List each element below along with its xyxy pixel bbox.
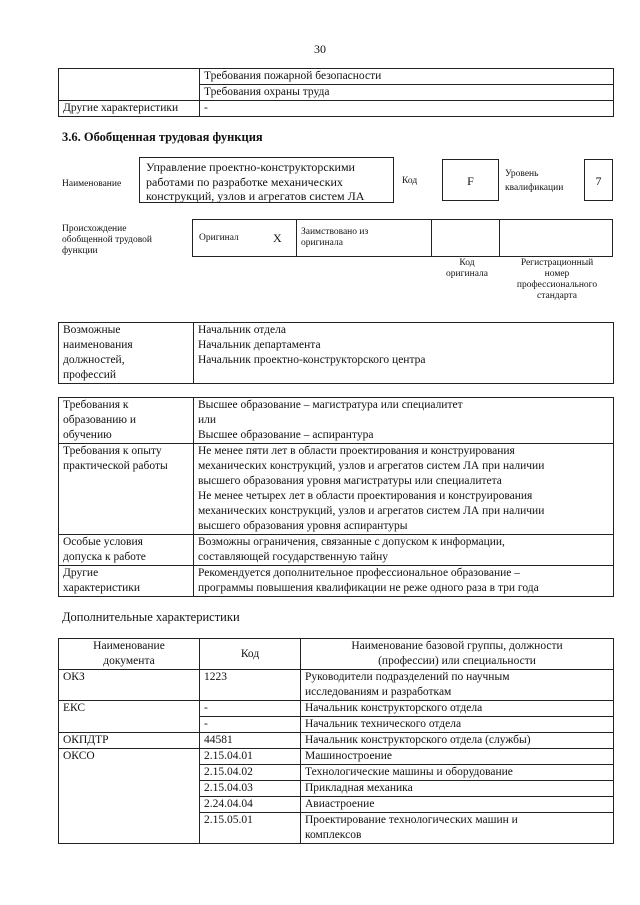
position-item: Начальник проектно-конструкторского центра [198,354,426,366]
req-value-line: составляющей государственную тайну [198,551,389,563]
positions-table [58,322,614,384]
req-label [59,535,194,566]
row-name [301,813,614,844]
positions-label-line: Возможные [63,324,121,336]
extra-title: Дополнительные характеристики [62,610,240,624]
req-value [194,444,614,535]
row-name-line: исследованиям и разработкам [305,686,452,698]
table-header-row [59,639,614,670]
table-row [59,566,614,597]
row-doc [59,781,200,797]
req-value-line: Высшее образование – аспирантура [198,429,374,441]
req-value-line: механических конструкций, узлов и агрегатов систем ЛА при наличии [198,460,545,472]
reg-number-line: стандарта [537,291,577,301]
row-code: 2.15.04.01 [200,749,301,765]
section-title: 3.6. Обобщенная трудовая функция [62,130,263,144]
row-name: Начальник конструкторского отдела [301,701,614,717]
req-label-line: допуска к работе [63,551,146,563]
positions-values [194,323,614,384]
req-value-line: Рекомендуется дополнительное профессиональное образование – [198,567,521,579]
level-value: 7 [584,159,613,201]
positions-label-line: профессий [63,369,117,381]
positions-label-line: наименования [63,339,133,351]
table-row [59,444,614,535]
row-doc: ОКСО [59,749,200,765]
page-number: 30 [314,42,326,56]
table-row [59,797,614,813]
borrowed-label [301,227,368,249]
req-label-line: характеристики [63,582,141,594]
req-value-line: Не менее пяти лет в области проектирования и конструирования [198,445,515,457]
function-name-line: Управление проектно-конструкторскими [146,160,355,174]
row-doc [59,765,200,781]
code-original-label [432,258,502,280]
function-name-box [139,157,394,203]
row-name: Машиностроение [301,749,614,765]
reg-number-line: профессионального [516,280,598,290]
row-doc [59,813,200,844]
row-name: Технологические машины и оборудование [301,765,614,781]
row-code: 2.15.05.01 [200,813,301,844]
header-doc-line: Наименование [93,640,165,652]
position-item: Начальник отдела [198,324,286,336]
row-name: Прикладная механика [301,781,614,797]
original-mark: X [273,231,282,245]
origin-box [192,219,613,257]
req-label [59,398,194,444]
header-doc-line: документа [103,655,155,667]
row-name: Авиастроение [301,797,614,813]
code-label: Код [402,176,418,186]
req-value-line: программы повышения квалификации не реже одного раза в три года [198,582,539,594]
borrowed-label-line: Заимствовано из [301,227,369,237]
row-doc: ОКЗ [59,670,200,701]
row-name: Начальник технического отдела [301,717,614,733]
code-original-line: Код [459,258,475,268]
table-row [59,813,614,844]
table-row [59,85,614,101]
level-label-line: Уровень [505,169,539,179]
table-row [59,398,614,444]
row-name-line: Руководители подразделений по научным [305,671,510,683]
table-row [59,69,614,85]
req-label-line: Особые условия [63,536,143,548]
req-value-line: высшего образования уровня аспирантуры [198,520,408,532]
header-code: Код [200,639,301,670]
row-name: Начальник конструкторского отдела (службы) [301,733,614,749]
req-value-line: Возможны ограничения, связанные с допуском к информации, [198,536,505,548]
req-value [194,535,614,566]
origin-label [62,224,152,257]
origin-label-line: Происхождение [62,224,127,234]
table-cell: Другие характеристики [59,101,200,117]
row-name-line: комплексов [305,829,362,841]
table-row [59,765,614,781]
code-value: F [442,159,499,201]
req-label-line: Требования к опыту [63,445,162,457]
req-value-line: Высшее образование – магистратура или специалитет [198,399,463,411]
row-code: 2.15.04.02 [200,765,301,781]
table-row [59,101,614,117]
reg-number-label [502,258,612,302]
borrowed-label-line: оригинала [301,238,343,248]
row-name [301,670,614,701]
table-row [59,701,614,717]
header-name-line: Наименование базовой группы, должности [351,640,563,652]
req-label-line: Другие [63,567,99,579]
function-name-line: работами по разработке механических [146,174,343,189]
row-code: - [200,717,301,733]
header-doc [59,639,200,670]
table-row [59,733,614,749]
req-value [194,398,614,444]
divider [431,220,432,256]
req-label-line: практической работы [63,460,168,472]
origin-label-line: функции [62,246,98,256]
table-row [59,717,614,733]
row-code: 1223 [200,670,301,701]
req-label [59,566,194,597]
table-row [59,670,614,701]
req-value-line: или [198,414,217,426]
req-value-line: Не менее четырех лет в области проектирования и конструирования [198,490,533,502]
req-value [194,566,614,597]
table-cell: Требования охраны труда [200,85,614,101]
row-doc: ЕКС [59,701,200,717]
row-code: - [200,701,301,717]
origin-label-line: обобщенной трудовой [62,235,152,245]
row-doc: ОКПДТР [59,733,200,749]
header-name [301,639,614,670]
name-label: Наименование [62,179,122,189]
original-label: Оригинал [199,233,239,243]
reg-number-line: Регистрационный [520,258,594,268]
row-doc [59,717,200,733]
req-value-line: механических конструкций, узлов и агрегатов систем ЛА при наличии [198,505,545,517]
row-doc [59,797,200,813]
code-original-line: оригинала [446,269,488,279]
function-name-line: конструкций, узлов и агрегатов систем ЛА [146,189,365,203]
row-code: 2.24.04.04 [200,797,301,813]
req-label-line: Требования к [63,399,129,411]
table-cell [59,69,200,85]
table-cell: - [200,101,614,117]
req-label [59,444,194,535]
positions-label [59,323,194,384]
table-row [59,749,614,765]
position-item: Начальник департамента [198,339,321,351]
divider [296,220,297,256]
table-row [59,535,614,566]
req-value-line: высшего образования уровня магистратуры или специалитета [198,475,502,487]
top-table [58,68,614,117]
header-name-line: (профессии) или специальности [378,655,536,667]
table-row [59,781,614,797]
table-cell [59,85,200,101]
table-row [59,323,614,384]
positions-label-line: должностей, [63,354,125,366]
extra-table [58,638,614,844]
level-label-line: квалификации [505,183,564,193]
req-label-line: образованию и [63,414,136,426]
reg-number-line: номер [544,269,570,279]
row-code: 44581 [200,733,301,749]
row-name-line: Проектирование технологических машин и [305,814,518,826]
divider [499,220,500,256]
row-code: 2.15.04.03 [200,781,301,797]
requirements-table [58,397,614,597]
req-label-line: обучению [63,429,112,441]
table-cell: Требования пожарной безопасности [200,69,614,85]
level-label [505,169,563,194]
